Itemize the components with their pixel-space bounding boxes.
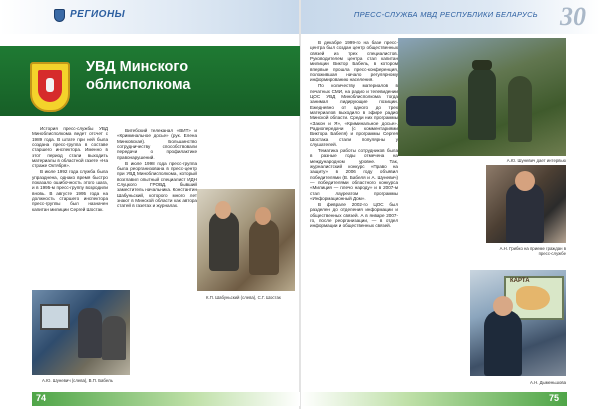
right-header [301, 0, 600, 34]
issue-number: 30 [560, 2, 586, 31]
paragraph: В июле 1992 года служба была упразднена, однако время быстро показало ошибочность этого шага, и в 1995-м пресс-группу возродили вновь. В августе 1995 года на должность старшего инспектора пресс-группы был назначен капитан милиции Сергей Шостак. [32, 169, 108, 212]
paragraph: По количеству материалов в печатных СМИ, на радио и телевидении ЦОС УВД Миноблисполкома тогда занимал лидирующие позиции. Ежедневно от одного до трех материалов выходило в эфире радио Минской области. Среди них программы «Закон и Я», «Криминальное досье». Радиопередачи (с комментариями Виктора Бабеля) и программы Сергея Шостака стали популярны у слушателей. [310, 83, 398, 148]
left-header [0, 0, 300, 34]
photo-shunevich-babel [32, 290, 130, 375]
text-column-2 [117, 128, 197, 209]
map-label: КАРТА [510, 278, 530, 284]
paragraph: В феврале 2002-го ЦОС был разделен до отделения информации и общественных связей. А в январе 2007-го, после реорганизации, — в отдел информации и общественных связей. [310, 202, 398, 229]
shield-icon [54, 9, 65, 22]
photo-caption: А.Н. Грибко на приеме граждан в пресс-службе [499, 246, 566, 256]
photo-interview [398, 38, 566, 156]
photo-caption: А.Ю. Шуневич (слева), В.П. Бабель [42, 378, 113, 383]
photo-shabunsky-shostak [197, 189, 295, 291]
photo-caption: К.П. Шабуньский (слева), С.Г. Шостак [206, 295, 281, 300]
page-number-right: 75 [549, 393, 560, 403]
right-footer-bar [301, 392, 567, 406]
paragraph: Витебский телеканал «ВИТ» и «Криминальное досье» (рук. Елена Минковская). Большинство сотрудничеству способствовали передачи о профилактике правонарушений. [117, 128, 197, 160]
photo-caption: А.Ю. Шуневич дает интервью [506, 158, 566, 163]
paragraph: Тематика работы сотрудников была в разные годы отмечена на международном уровне. Так, журналистский конкурс «Право на защиту» в 2006 году объявил победителями (В. Бабеля и А. Шуневич) — победителями областного конкурса «Милиция — плечо народу» и в 2007-м стал лауреатом программы «Информационный Дом». [310, 148, 398, 202]
left-footer-bar [32, 392, 300, 406]
coat-of-arms-icon [30, 62, 70, 112]
paragraph: История пресс-службы УВД Миноблисполкома ведет отсчет с 1989 года. В штате при ней была создана пресс-группа в составе старшего инспектора. Именно в этот период стали выходить материалы в областной газете «На страже Октября». [32, 126, 108, 169]
photo-gribko [486, 165, 566, 243]
text-column-1 [32, 126, 108, 213]
page-number-left: 74 [36, 393, 47, 403]
section-label: РЕГИОНЫ [70, 9, 126, 20]
paragraph: В июле 1998 года пресс-группа была реорганизована в пресс-центр при УВД Миноблисполкома, который возглавил опытный специалист ИДН Слуцкого ГРОВД, бывший заместитель начальника. Константин Шабуньский, которого много лет знают в Минской области как автора статей в газетах и журналах. [117, 160, 197, 209]
paragraph: В декабре 1999-го на базе пресс-центра был создан центр общественных связей из трех специалистов. Руководителем центра стал капитан милиции Виктор Бабель, в котором впервые прошла пресс-конференция, положившая начало регулярному информированию населения. [310, 40, 398, 83]
text-column-3 [310, 40, 398, 229]
photo-dymenshova [470, 270, 566, 376]
photo-caption: А.Н. Дыменьшова [530, 380, 566, 385]
running-head: ПРЕСС-СЛУЖБА МВД РЕСПУБЛИКИ БЕЛАРУСЬ [353, 10, 538, 19]
page-title: УВД Минского облисполкома [86, 59, 191, 93]
